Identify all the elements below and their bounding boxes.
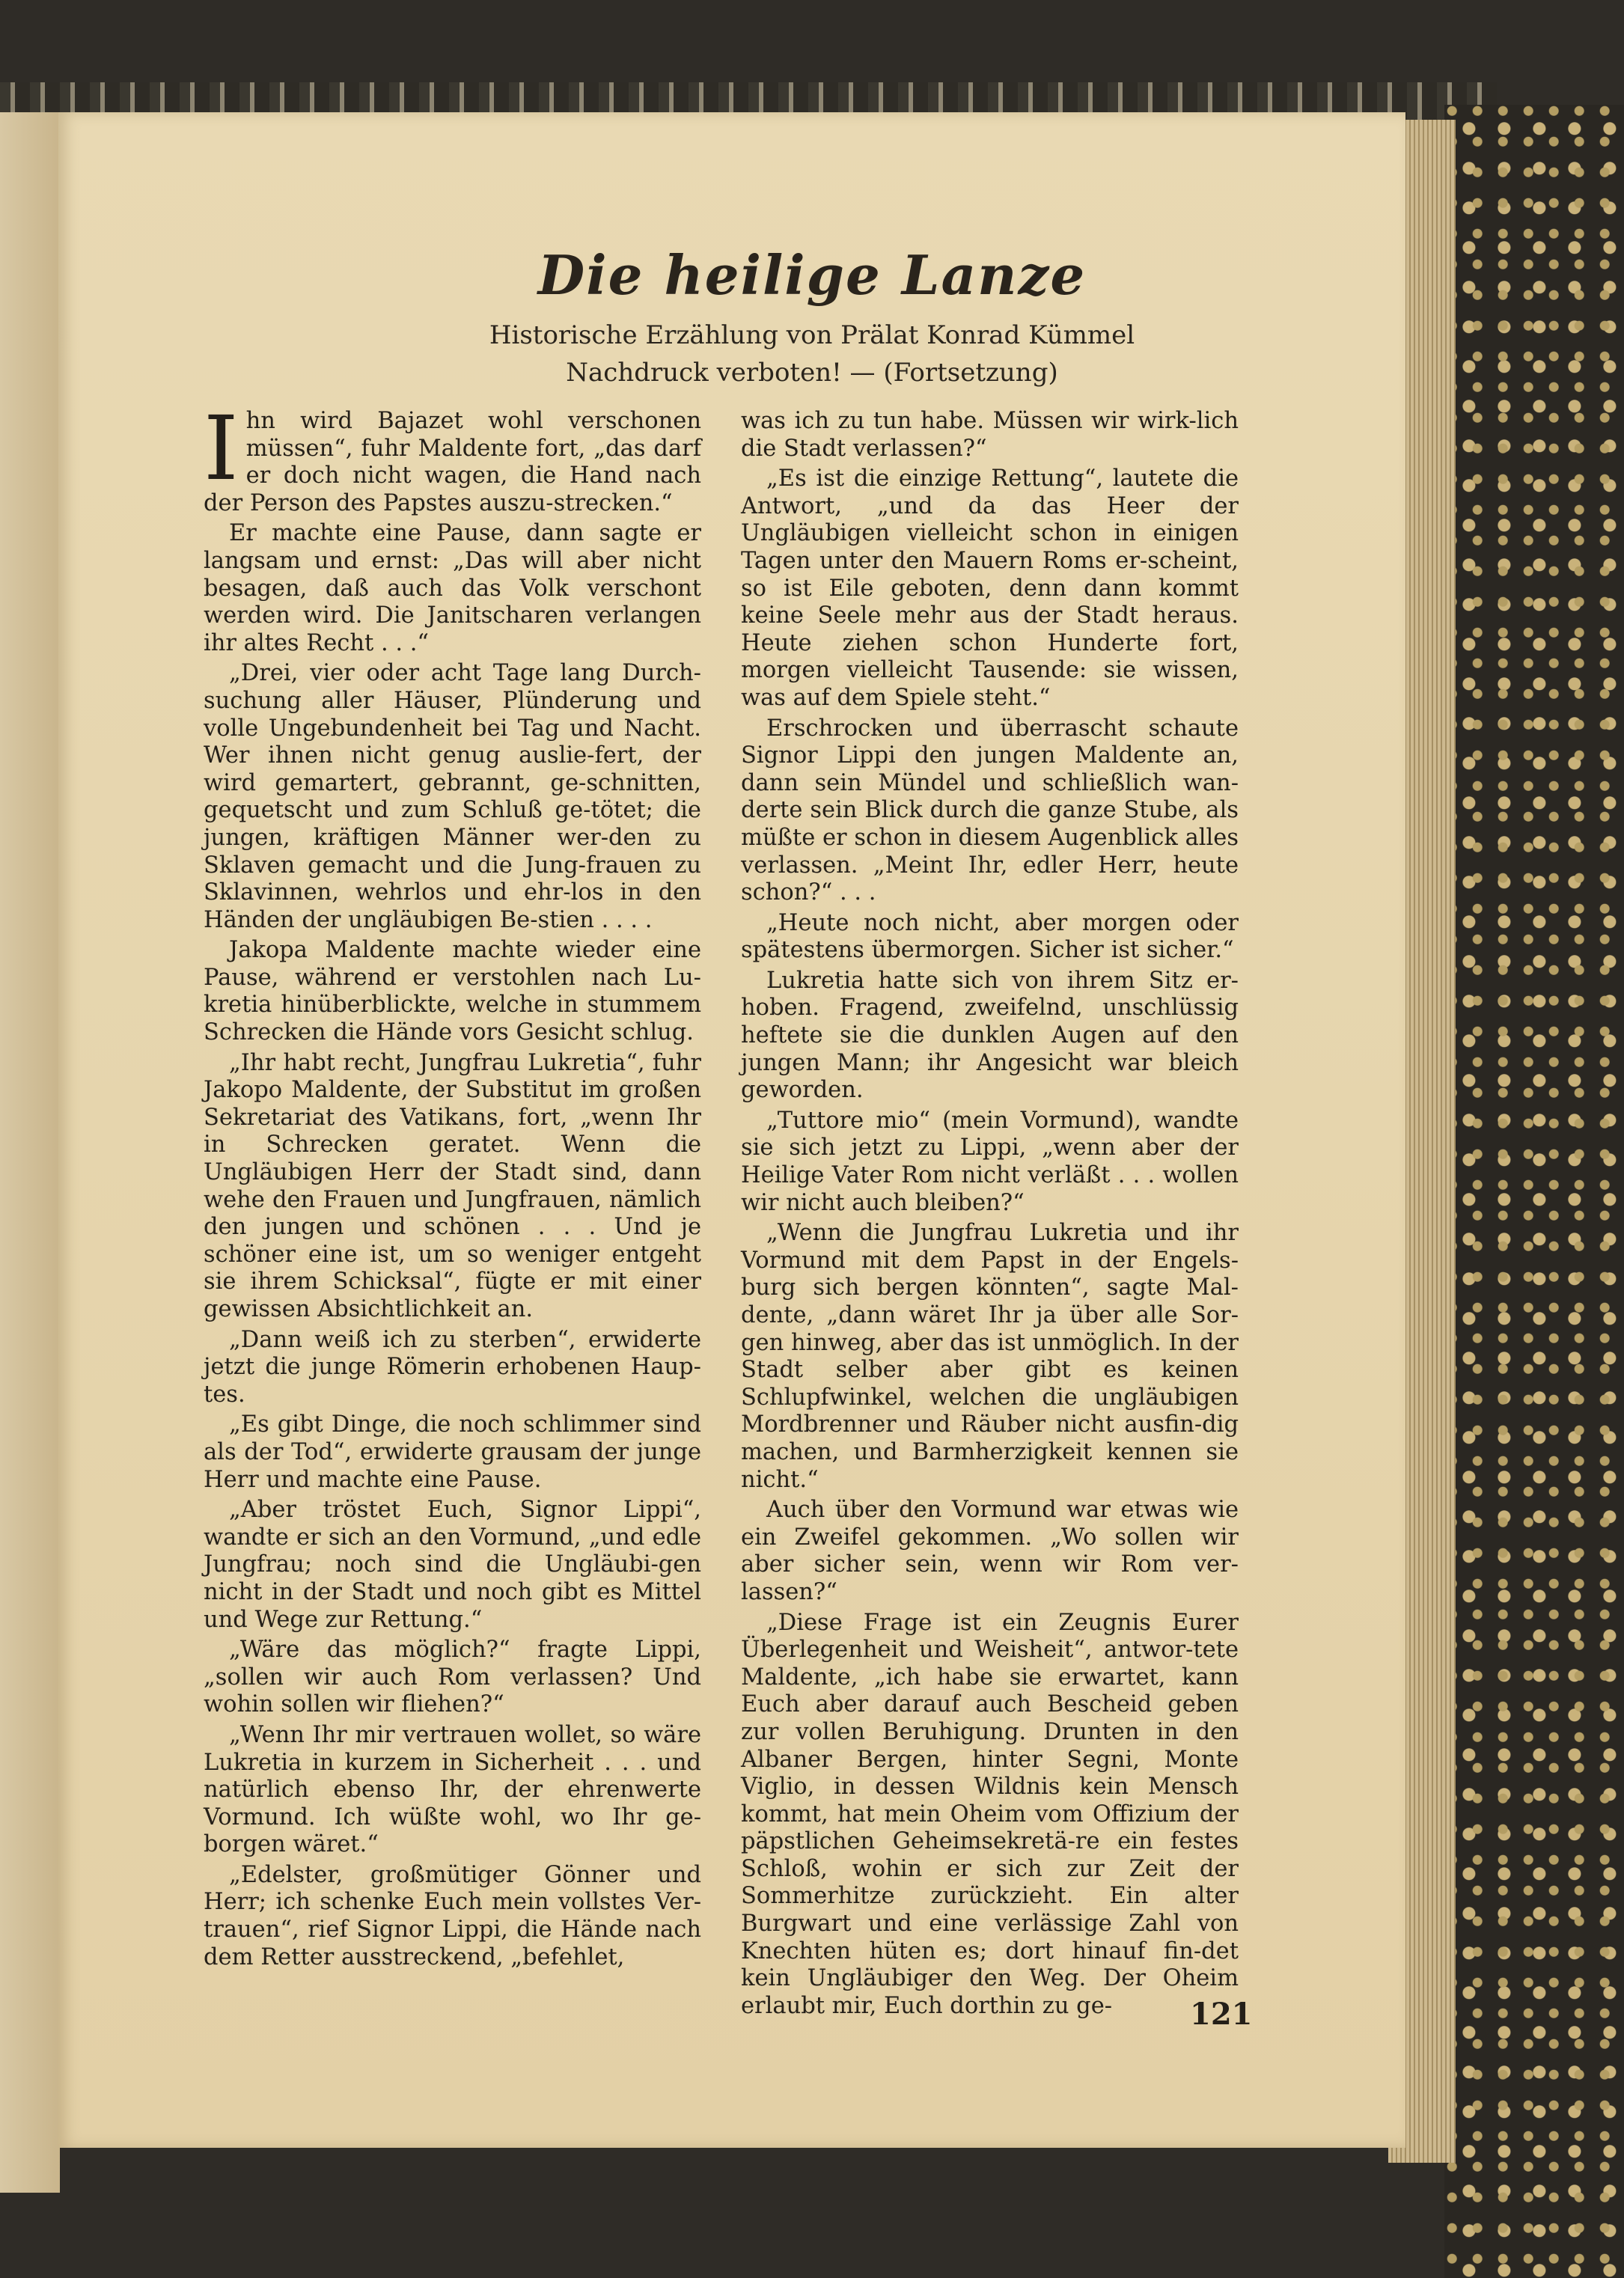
paragraph: „Es gibt Dinge, die noch schlimmer sind als der Tod“, erwiderte grausam der junge Herr und machte eine Pause.	[204, 1411, 701, 1493]
paragraph: „Ihr habt recht, Jungfrau Lukretia“, fuhr Jakopo Maldente, der Substitut im großen Sekretariat des Vatikans, fort, „wenn Ihr in Schrecken geratet. Wenn die Ungläubigen Herr der Stadt sind, dann wehe den Frauen und Jungfrauen, nämlich den jungen und schönen . . . Und je schöner eine ist, um so weniger entgeht sie ihrem Schicksal“, fügte er mit einer gewissen Absichtlichkeit an.	[204, 1049, 701, 1322]
paragraph: „Dann weiß ich zu sterben“, erwiderte jetzt die junge Römerin erhobenen Haup-tes.	[204, 1326, 701, 1408]
text-column-right	[741, 408, 1239, 2023]
paragraph: was ich zu tun habe. Müssen wir wirk-lich die Stadt verlassen?“	[741, 408, 1239, 462]
paragraph: „Aber tröstet Euch, Signor Lippi“, wandte er sich an den Vormund, „und edle Jungfrau; noch sind die Ungläubi-gen nicht in der Stadt und noch gibt es Mittel und Wege zur Rettung.“	[204, 1497, 701, 1633]
paragraph: „Es ist die einzige Rettung“, lautete die Antwort, „und da das Heer der Ungläubigen vielleicht schon in einigen Tagen unter den Mauern Roms er-scheint, so ist Eile geboten, denn dann kommt keine Seele mehr aus der Stadt heraus. Heute ziehen schon Hunderte fort, morgen vielleicht Tausende: sie wissen, was auf dem Spiele steht.“	[741, 465, 1239, 711]
paragraph: „Wäre das möglich?“ fragte Lippi, „sollen wir auch Rom verlassen? Und wohin sollen wir fliehen?“	[204, 1637, 701, 1718]
text-column-left	[204, 397, 701, 1974]
paragraph: Jakopa Maldente machte wieder eine Pause, während er verstohlen nach Lu-kretia hinüberblickte, welche in stummem Schrecken die Hände vors Gesicht schlug.	[204, 937, 701, 1046]
facing-page-edge	[0, 112, 60, 2193]
paragraph: Er machte eine Pause, dann sagte er langsam und ernst: „Das will aber nicht besagen, daß auch das Volk verschont werden wird. Die Janitscharen verlangen ihr altes Recht . . .“	[204, 520, 701, 656]
marbled-book-cover	[1444, 105, 1624, 2278]
paragraph: Erschrocken und überrascht schaute Signor Lippi den jungen Maldente an, dann sein Mündel und schließlich wan-derte sein Blick durch die ganze Stube, als müßte er schon in diesem Augenblick alles verlassen. „Meint Ihr, edler Herr, heute schon?“ . . .	[741, 715, 1239, 906]
paragraph: Lukretia hatte sich von ihrem Sitz er-hoben. Fragend, zweifelnd, unschlüssig heftete sie die dunklen Augen auf den jungen Mann; ihr Angesicht war bleich geworden.	[741, 967, 1239, 1104]
paragraph: „Wenn die Jungfrau Lukretia und ihr Vormund mit dem Papst in der Engels-burg sich bergen könnten“, sagte Mal-dente, „dann wäret Ihr ja über alle Sor-gen hinweg, aber das ist unmöglich. In der Stadt selber aber gibt es keinen Schlupfwinkel, welchen die ungläubigen Mordbrenner und Räuber nicht ausfin-dig machen, und Barmherzigkeit kennen sie nicht.“	[741, 1220, 1239, 1493]
paragraph: Ihn wird Bajazet wohl verschonen müssen“, fuhr Maldente fort, „das darf er doch nicht wagen, die Hand nach der Person des Papstes auszu-strecken.“	[204, 397, 701, 516]
reprint-notice: Nachdruck verboten! — (Fortsetzung)	[566, 358, 1058, 388]
paragraph: „Tuttore mio“ (mein Vormund), wandte sie sich jetzt zu Lippi, „wenn aber der Heilige Vater Rom nicht verläßt . . . wollen wir nicht auch bleiben?“	[741, 1107, 1239, 1216]
paragraph: Auch über den Vormund war etwas wie ein Zweifel gekommen. „Wo sollen wir aber sicher sein, wenn wir Rom ver-lassen?“	[741, 1497, 1239, 1605]
page-number: 121	[1190, 1997, 1253, 2032]
paragraph: „Heute noch nicht, aber morgen oder spätestens übermorgen. Sicher ist sicher.“	[741, 909, 1239, 964]
paragraph: „Diese Frage ist ein Zeugnis Eurer Überlegenheit und Weisheit“, antwor-tete Maldente, „ich habe sie erwartet, kann Euch aber darauf auch Bescheid geben zur vollen Beruhigung. Drunten in den Albaner Bergen, hinter Segni, Monte Viglio, in dessen Wildnis kein Mensch kommt, hat mein Oheim vom Offizium der päpstlichen Geheimsekretä-re ein festes Schloß, wohin er sich zur Zeit der Sommerhitze zurückzieht. Ein alter Burgwart und eine verlässige Zahl von Knechten hüten es; dort hinauf fin-det kein Ungläubiger den Weg. Der Oheim erlaubt mir, Euch dorthin zu ge-	[741, 1609, 1239, 2019]
paragraph: „Wenn Ihr mir vertrauen wollet, so wäre Lukretia in kurzem in Sicherheit . . . und natürlich ebenso Ihr, der ehrenwerte Vormund. Ich wüßte wohl, wo Ihr ge-borgen wäret.“	[204, 1721, 701, 1858]
paragraph: „Edelster, großmütiger Gönner und Herr; ich schenke Euch mein vollstes Ver-trauen“, rief Signor Lippi, die Hände nach dem Retter ausstreckend, „befehlet,	[204, 1861, 701, 1970]
paragraph: „Drei, vier oder acht Tage lang Durch-suchung aller Häuser, Plünderung und volle Ungebundenheit bei Tag und Nacht. Wer ihnen nicht genug auslie-fert, der wird gemartert, gebrannt, ge-schnitten, gequetscht und zum Schluß ge-tötet; die jungen, kräftigen Männer wer-den zu Sklaven gemacht und die Jung-frauen zu Sklavinnen, wehrlos und ehr-los in den Händen der ungläubigen Be-stien . . . .	[204, 660, 701, 933]
article-title: Die heilige Lanze	[537, 243, 1087, 307]
article-byline: Historische Erzählung von Prälat Konrad Kümmel	[489, 320, 1135, 350]
